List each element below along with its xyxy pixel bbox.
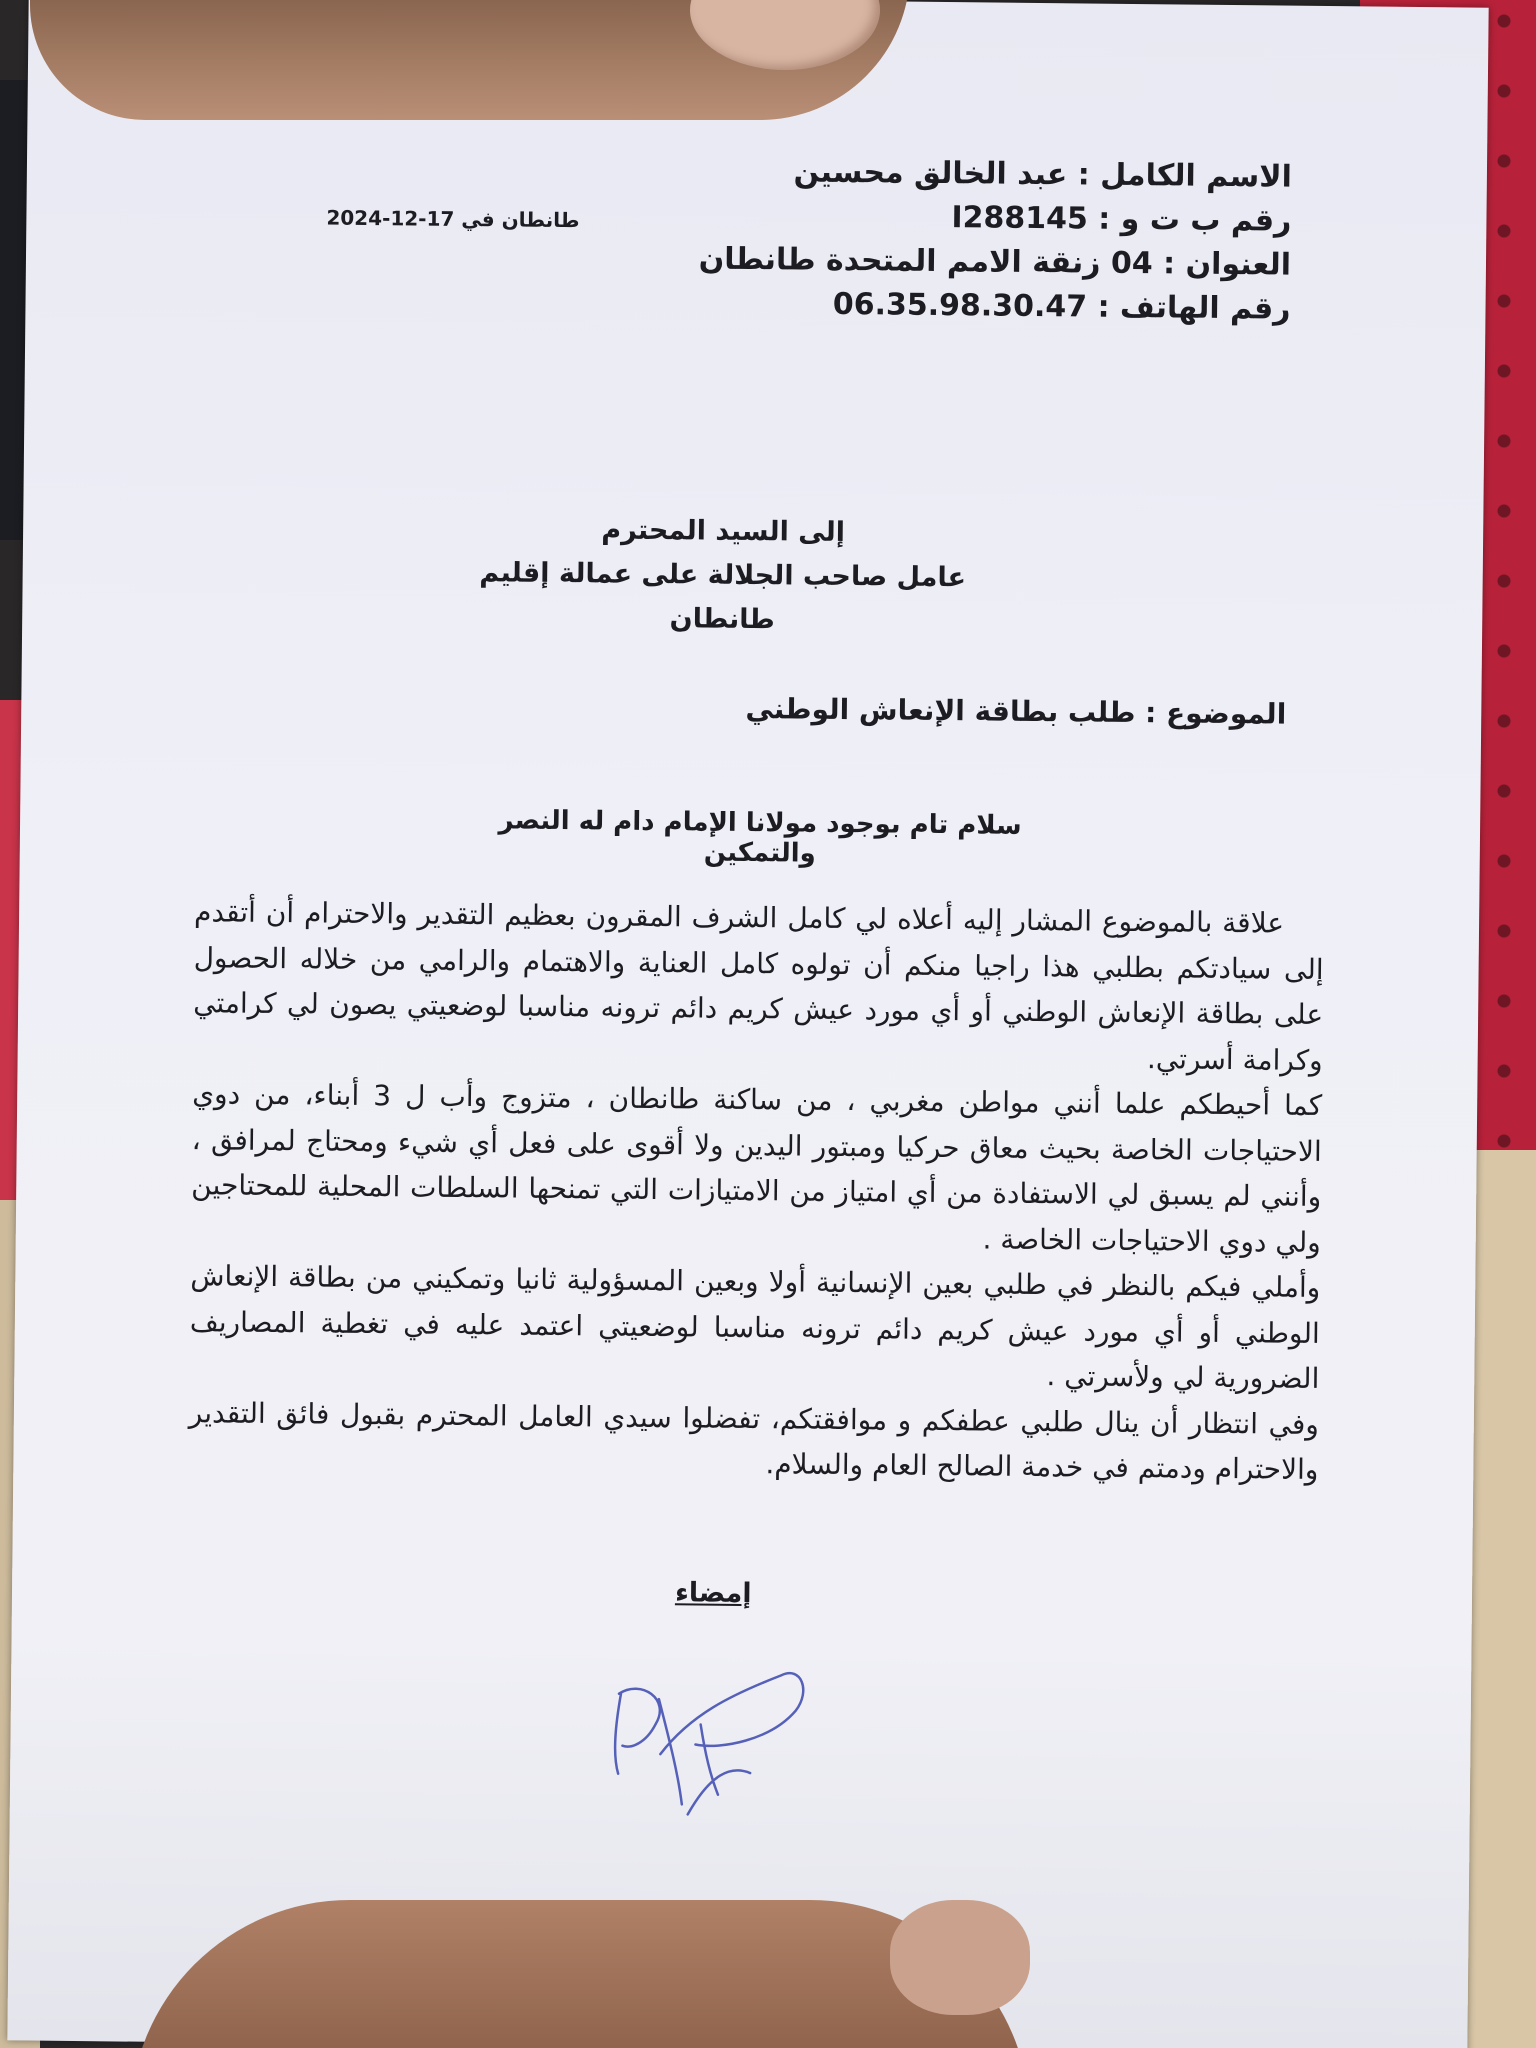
recipient-block (442, 507, 1003, 645)
body-paragraph: وفي انتظار أن ينال طلبي عطفكم و موافقتكم، تفضلوا سيدي العامل المحترم بقبول فائق التقدير والاحترام ودمتم في خدمة الصالح العام والسلام. (188, 1395, 1320, 1486)
letter-greeting: سلام تام بوجود مولانا الإمام دام له النصر والتمكين (498, 805, 1022, 869)
sender-block (698, 150, 1293, 332)
recipient-line-1: إلى السيد المحترم (601, 514, 846, 548)
handwritten-signature (600, 1653, 822, 1825)
body-paragraph: علاقة بالموضوع المشار إليه أعلاه لي كامل الشرف المقرون بعظيم التقدير والاحترام أن أتقدم إلى سيادتكم بطلبي هذا راجيا منكم أن تولوه كامل العناية والاهتمام والرامي من خلاله الحصول على بطاقة الإنعاش الوطني أو أي مورد عيش كريم دائم ترونه مناسبا لوضعيتي يصون لي كرامتي وكرامة أسرتي. (193, 895, 1324, 1077)
sender-address: العنوان : 04 زنقة الامم المتحدة طانطان (698, 241, 1292, 283)
sender-phone: رقم الهاتف : 06.35.98.30.47 (832, 286, 1291, 327)
sender-name: الاسم الكامل : عبد الخالق محسين (793, 154, 1293, 195)
letter-content (7, 0, 1488, 2048)
body-paragraph: كما أحيطكم علما أنني مواطن مغربي ، من ساكنة طانطان ، متزوج وأب ل 3 أبناء، من دوي الاحتياجات الخاصة بحيث معاق حركيا ومبتور اليدين ولا أقوى على فعل أي شيء ومحتاج لمرافق ، وأنني لم يسبق لي الاستفادة من أي امتياز من الامتيازات التي تمنحها السلطات المحلية للمحتاجين ولي دوي الاحتياجات الخاصة . (191, 1077, 1323, 1259)
letter-body (188, 889, 1324, 1492)
thumb-top-decor (30, 0, 910, 120)
sender-id-number: رقم ب ت و : I288145 (951, 200, 1292, 239)
body-paragraph: وأملي فيكم بالنظر في طلبي بعين الإنسانية أولا وبعين المسؤولية ثانيا وتمكيني من بطاقة الإنعاش الوطني أو أي مورد عيش كريم دائم ترونه مناسبا لوضعيتي اعتمد عليه في تغطية المصاريف الضرورية لي ولأسرتي . (189, 1259, 1321, 1396)
thumb-bottom-decor (130, 1900, 1030, 2048)
recipient-line-2: عامل صاحب الجلالة على عمالة إقليم طانطان (479, 557, 967, 636)
letter-subject: الموضوع : طلب بطاقة الإنعاش الوطني (745, 691, 1287, 731)
letter-date: طانطان في 17-12-2024 (326, 205, 580, 233)
letter-page (7, 0, 1488, 2048)
signature-label: إمضاء (674, 1577, 752, 1610)
